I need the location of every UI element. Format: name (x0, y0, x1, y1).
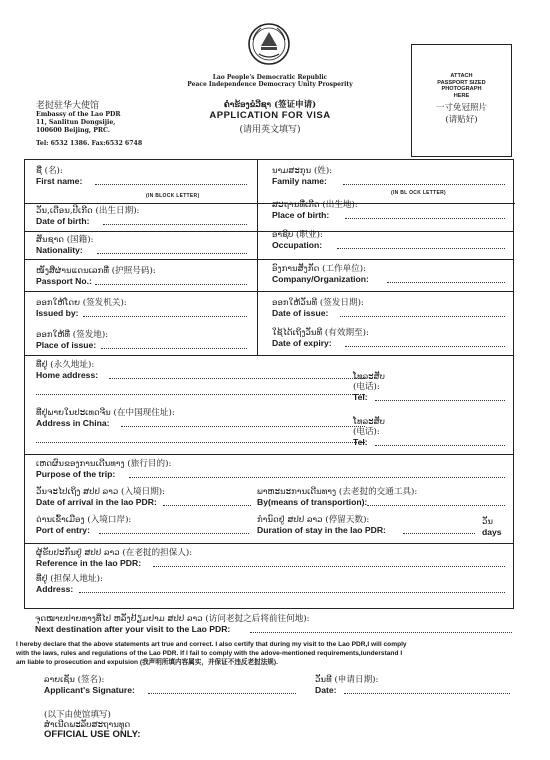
duration-unit: ວັນ days (482, 517, 502, 537)
date-issue-label: ອອກໃຫ້ວັນທີ (签发日期): Date of issue: (272, 298, 364, 318)
embassy-name-en: Embassy of the Lao PDR (36, 111, 121, 118)
row-divider (25, 454, 513, 455)
family-name-field[interactable] (343, 184, 505, 185)
china-address-field[interactable] (121, 426, 365, 427)
china-address-label: ທີ່ຢູ່ພາຍໃນປະເທດຈີນ (在中国现住址): Address in China: (36, 408, 175, 428)
row-divider (25, 355, 513, 356)
dob-label: ວັນ,ເດືອນ,ປີເກີດ (出生日期): Date of birth: (36, 206, 140, 226)
next-destination-label: ຈຸດໝາຍປາຍທາງທີ່ໄປ ຫລັງຢ້ຽມຢາມ ສປປ ລາວ (访问老挝之后将前往何地): Next destination after your visit to the Lao PDR: (35, 614, 310, 634)
photo-line3: PHOTOGRAPH (441, 86, 482, 92)
declaration-text (16, 640, 492, 667)
transport-label: ພາຫະນະການເດີນທາງ (去老挝的交通工具): By(means of transportion): (257, 487, 418, 507)
official-use-block (44, 710, 244, 740)
declaration-line3: am liable to prosecution and expulsion (我声明所填内容属实，并保证不违反老挝法规). (16, 659, 278, 666)
place-issue-label: ອອກໃຫ້ທີ່ (签发地): Place of issue: (36, 330, 109, 350)
nationality-label: ສັນຊາດ (国籍): Nationality: (36, 235, 94, 255)
nationality-field[interactable] (97, 253, 247, 254)
date-arrival-label: ວັນຈະໄປເຖິງ ສປປ ລາວ (入境日期): Date of arrival in the lao PDR: (36, 487, 166, 507)
signature-label: ລາຍເຊັນ (签名): Applicant's Signature: (44, 675, 135, 695)
row-divider (25, 543, 513, 544)
official-local: ສຳເນີດພະລັບສະຖານທູດ (44, 720, 131, 730)
photo-line1: ATTACH (450, 73, 473, 79)
official-cn: (以下由使馆填写) (44, 710, 111, 720)
pob-field[interactable] (345, 218, 505, 219)
first-name-label: ຊື່ (名): First name: (36, 166, 83, 186)
photo-line2: PASSPORT SIZED (437, 79, 486, 86)
embassy-block (36, 98, 186, 147)
issued-by-label: ອອກໃຫ້ໂດຍ (签发机关): Issued by: (36, 298, 127, 318)
declaration-line2: with the laws, rules and regulations of the Lao PDR. If I fail to comply with the adove-mentioned requirements,Iunderstand I (16, 650, 403, 657)
photo-line4: HERE (453, 92, 470, 99)
pob-label: ສະຖານທີ່ເກີດ (出生地): Place of birth: (272, 200, 358, 220)
home-tel-field[interactable] (375, 400, 505, 401)
form-title-local: ຄຳຮ້ອງຂໍວີຊາ (签证申请) (223, 100, 317, 110)
photo-cn1: 一寸免冠照片 (435, 103, 487, 113)
passport-no-field[interactable] (95, 284, 247, 285)
china-address-field-line2[interactable] (36, 442, 365, 443)
port-entry-label: ດ່ານເຂົ້າເມືອງ (入境口岸): Port of entry: (36, 515, 132, 535)
home-address-label: ທີ່ຢູ່ (永久地址): Home address: (36, 360, 99, 380)
form-title: APPLICATION FOR VISA (209, 110, 331, 121)
row-divider (25, 203, 257, 204)
occupation-label: ອາຊີບ (职业): Occupation: (272, 230, 323, 250)
date-issue-field[interactable] (340, 316, 505, 317)
next-destination-field[interactable] (250, 632, 512, 633)
date-sign-label: ວັນທີ (申请日期): Date: (315, 675, 379, 695)
family-name-label: ນາມສະກຸນ (姓): Family name: (272, 166, 333, 186)
national-motto: Peace Independence Democracy Unity Prosperity (187, 81, 353, 88)
official-use-title: OFFICIAL USE ONLY: (44, 729, 141, 740)
duration-label: ກຳນົດຢູ່ ສປປ ລາວ (停留天数): Duration of stay in the lao PDR: (257, 515, 386, 535)
ref-address-field[interactable] (79, 592, 505, 593)
dob-field[interactable] (103, 224, 247, 225)
embassy-tel: Tel: 6532 1386. Fax:6532 6748 (36, 140, 143, 147)
duration-field[interactable] (403, 533, 475, 534)
embassy-address-line1: 11, Sanlitun Dongsijie, (36, 119, 116, 126)
passport-no-label: ໜັງສືຜ່ານແດນເລກທີ່ (护照号码): Passport No.: (36, 266, 156, 286)
photo-cn2: (请贴好) (445, 115, 478, 125)
reference-label: ຜູ້ຮັບປະກັນຢູ່ ສປປ ລາວ (在老挝的担保人): Reference in the lao PDR: (36, 548, 193, 568)
company-field[interactable] (387, 282, 505, 283)
header-titles (160, 74, 380, 135)
declaration-line1: I hereby declare that the above statements art true and correct. I also certify that during my visit to the Lao PDR,I will comply (16, 641, 407, 648)
row-divider (25, 231, 513, 232)
signature-field[interactable] (148, 693, 296, 694)
purpose-label: ເຫດຜົນຂອງການເດີນທາງ (旅行目的): Purpose of the trip: (36, 459, 172, 479)
issued-by-field[interactable] (83, 316, 247, 317)
reference-field[interactable] (153, 566, 505, 567)
china-tel-field[interactable] (375, 445, 505, 446)
company-label: ອົງການສັງກັດ (工作单位): Company/Organization: (272, 264, 369, 284)
home-address-field-line2[interactable] (36, 394, 365, 395)
embassy-address-line2: 100600 Beijing, PRC. (36, 127, 110, 134)
family-name-note: (IN BL OCK LETTER) (391, 190, 447, 196)
republic-name: Lao People's Democratic Republic (212, 74, 328, 81)
embassy-name-cn: 老挝驻华大使馆 (36, 101, 100, 111)
date-expiry-field[interactable] (345, 346, 505, 347)
photo-box[interactable] (411, 44, 512, 157)
purpose-field[interactable] (129, 477, 505, 478)
china-tel-label: ໂທລະສັບ (电话): Tel: (353, 417, 386, 447)
ref-address-label: ທີ່ຢູ່ (担保人地址): Address: (36, 574, 103, 594)
port-entry-field[interactable] (99, 533, 249, 534)
date-sign-field[interactable] (344, 693, 510, 694)
home-tel-label: ໂທລະສັບ (电话): Tel: (353, 372, 386, 402)
lao-emblem-icon (247, 22, 291, 66)
home-address-field[interactable] (109, 378, 365, 379)
place-issue-field[interactable] (101, 348, 247, 349)
column-divider (257, 160, 258, 355)
date-arrival-field[interactable] (163, 505, 251, 506)
form-title-instruction: (请用英文填写) (239, 125, 301, 135)
application-form (24, 159, 514, 609)
occupation-field[interactable] (337, 248, 505, 249)
transport-field[interactable] (367, 505, 505, 506)
first-name-field[interactable] (95, 184, 247, 185)
row-divider (25, 259, 513, 260)
row-divider (25, 291, 513, 292)
date-expiry-label: ໃຊ້ໄດ້ເຖິງວັນທີ (有效期至): Date of expiry: (272, 328, 369, 348)
first-name-note: (IN BLOCK LETTER) (146, 193, 200, 199)
